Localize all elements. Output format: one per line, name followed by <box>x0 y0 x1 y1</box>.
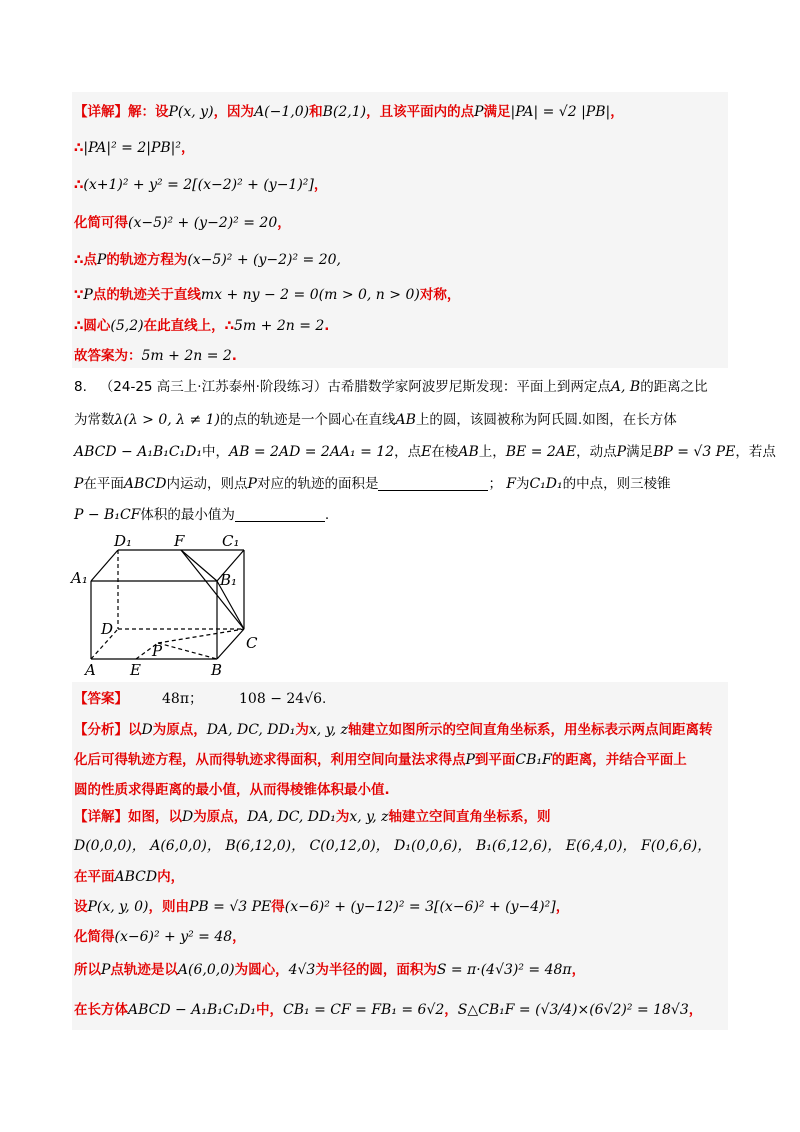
cuboid-figure <box>68 530 268 680</box>
hidden-segment-P-B <box>158 643 217 659</box>
math: AB <box>395 412 416 428</box>
math: P <box>83 287 93 303</box>
text: ∴ <box>74 140 84 156</box>
text: 上的圆，该圆被称为阿氏圆.如图，在长方体 <box>415 412 677 428</box>
math: (x−5)² + (y−2)² = 20 <box>128 215 278 231</box>
text: 点的轨迹关于直线 <box>92 287 201 303</box>
math: x, y, z <box>349 809 389 825</box>
math: D <box>182 809 194 825</box>
text: 解：设 <box>128 104 169 120</box>
text: 在平面 <box>74 869 115 885</box>
text: ，且该平面内的点 <box>366 104 475 120</box>
math: P <box>247 476 257 492</box>
label-B: B <box>211 661 223 679</box>
math: mx + ny − 2 = 0(m > 0, n > 0) <box>200 287 420 303</box>
text: 在此直线上，∴ <box>143 318 235 334</box>
text: 圆的性质求得距离的最小值，从而得棱锥体积最小值. <box>74 782 390 798</box>
math: A(6,0,0) <box>177 962 235 978</box>
question-line-1 <box>74 372 730 402</box>
math: |PA| = √2 |PB| <box>510 104 611 120</box>
sol7-line-1 <box>74 97 730 127</box>
sol7-line-4 <box>74 208 730 238</box>
math: |PA|² = 2|PB|² <box>83 140 181 156</box>
text: ， <box>610 104 624 120</box>
math: P <box>474 104 484 120</box>
label-P: P <box>152 642 163 660</box>
detail-line-7 <box>74 995 730 1025</box>
label-C: C <box>246 634 258 652</box>
detail-line-1 <box>74 802 730 832</box>
text: 中， <box>202 444 230 460</box>
text: ， <box>181 140 195 156</box>
text: 为 <box>515 476 530 492</box>
text: 中， <box>256 1002 284 1018</box>
text: 到平面 <box>474 752 516 768</box>
math: P(x, y) <box>168 104 214 120</box>
math: AB = 2AD = 2AA₁ = 12 <box>229 444 395 460</box>
text: 故答案为： <box>74 348 142 364</box>
segment-F-B1 <box>181 550 217 581</box>
math: DA, DC, DD₁ <box>247 809 336 825</box>
text: ∵ <box>74 287 84 303</box>
text: 内运动，则点 <box>166 476 248 492</box>
text: 以 <box>128 722 142 738</box>
text: . <box>231 348 237 364</box>
text: 对应的轨迹的面积是 <box>256 476 379 492</box>
label-F: F <box>174 532 185 550</box>
text: ，点 <box>394 444 422 460</box>
text: 为原点， <box>193 809 248 825</box>
text: 在棱 <box>431 444 459 460</box>
math: 5m + 2n = 2 <box>234 318 325 334</box>
label-D1: D₁ <box>114 532 133 550</box>
question-source: （24-25 高三上·江苏泰州·阶段练习） <box>99 379 328 395</box>
question-line-3 <box>74 437 776 467</box>
text: 如图，以 <box>128 809 182 825</box>
answer-line <box>74 684 730 714</box>
math: P <box>616 444 627 460</box>
detail-line-4 <box>74 892 730 922</box>
math: BP = √3 PE <box>653 444 736 460</box>
detail-tag: 【详解】 <box>74 104 128 120</box>
text: ，若点 <box>735 444 776 460</box>
question-line-5 <box>74 500 730 530</box>
text: 化简得 <box>74 929 115 945</box>
text: 的距离之比 <box>640 379 708 395</box>
math: DA, DC, DD₁ <box>206 722 296 738</box>
text: 上， <box>478 444 506 460</box>
text: 的点的轨迹是一个圆心在直线 <box>220 412 396 428</box>
text: 为 <box>295 722 309 738</box>
text: 在平面 <box>83 476 124 492</box>
edge-A1-D1 <box>91 550 118 581</box>
label-C1: C₁ <box>222 532 240 550</box>
math: P − B₁CF <box>74 507 141 523</box>
math: BE = 2AE <box>505 444 577 460</box>
sol7-line-2 <box>74 133 730 163</box>
text: 化后可得轨迹方程，从而得轨迹求得面积，利用空间向量法求得点 <box>74 752 466 768</box>
text: 轴建立空间直角坐标系，则 <box>388 809 551 825</box>
math: F <box>506 476 516 492</box>
text: ，因为 <box>213 104 255 120</box>
text: 为原点， <box>152 722 207 738</box>
text: 轴建立如图所示的空间直角坐标系，用坐标表示两点间距离转 <box>348 722 713 738</box>
math: S = π·(4√3)² = 48π <box>436 962 572 978</box>
label-D: D <box>101 620 114 638</box>
detail-line-6 <box>74 955 730 985</box>
text: . <box>324 318 330 334</box>
math: AB <box>458 444 479 460</box>
question-number: 8. <box>74 379 87 395</box>
math: P <box>74 476 84 492</box>
text: 设 <box>74 899 88 915</box>
math: ABCD − A₁B₁C₁D₁ <box>74 444 203 460</box>
math: 5m + 2n = 2 <box>141 348 232 364</box>
analysis-line-1 <box>74 715 730 745</box>
math: P <box>96 252 107 268</box>
text: 点轨迹是以 <box>110 962 178 978</box>
math: PB = √3 PE <box>189 899 272 915</box>
sol7-line-7 <box>74 311 730 341</box>
text: 的中点，则三棱锥 <box>562 476 671 492</box>
sol7-line-8 <box>74 341 730 371</box>
math: (5,2) <box>110 318 144 334</box>
math: ABCD <box>114 869 158 885</box>
text: 为常数 <box>74 412 115 428</box>
text: 对称， <box>419 287 461 303</box>
label-A1: A₁ <box>71 569 88 587</box>
text: 的距离，并结合平面上 <box>551 752 687 768</box>
text: 内， <box>157 869 185 885</box>
text: 为 <box>335 809 350 825</box>
text: 在长方体 <box>74 1002 128 1018</box>
text: ， <box>313 177 328 193</box>
math: (x+1)² + y² = 2[(x−2)² + (y−1)²] <box>83 177 314 193</box>
label-E: E <box>130 661 141 679</box>
math: CB₁ = CF = FB₁ = 6√2 <box>283 1002 445 1018</box>
hidden-segment-P-C <box>158 629 244 643</box>
math: C₁D₁ <box>529 476 563 492</box>
math: ABCD − A₁B₁C₁D₁ <box>128 1002 257 1018</box>
text: ， <box>232 929 246 945</box>
answer-blank-1[interactable] <box>378 474 488 491</box>
label-B1: B₁ <box>220 571 238 589</box>
text: ， <box>277 215 291 231</box>
sol7-line-5 <box>74 245 730 275</box>
text: 满足 <box>483 104 511 120</box>
text: ∴点 <box>74 252 97 268</box>
answer-value-2: 108 − 24√6 <box>239 691 323 707</box>
text: 和 <box>309 104 323 120</box>
text: 的轨迹方程为 <box>106 252 188 268</box>
text: ∴ <box>74 177 84 193</box>
label-A: A <box>85 661 96 679</box>
math: λ(λ > 0, λ ≠ 1) <box>114 412 221 428</box>
edge-B-C <box>217 629 244 659</box>
answer-value-1: 48π； <box>162 691 204 707</box>
analysis-tag: 【分析】 <box>74 722 128 738</box>
detail-tag: 【详解】 <box>74 809 128 825</box>
math: CB₁F <box>515 752 552 768</box>
text: . <box>324 507 330 523</box>
text: ，则由 <box>148 899 189 915</box>
text: 为圆心， <box>234 962 289 978</box>
text: 得 <box>271 899 285 915</box>
question-line-4 <box>74 469 730 499</box>
text: ， <box>444 1002 458 1018</box>
answer-tag: 【答案】 <box>74 691 128 707</box>
text: 化简可得 <box>74 215 128 231</box>
math: B(2,1) <box>322 104 367 120</box>
text: ，动点 <box>576 444 617 460</box>
text: 为半径的圆，面积为 <box>315 962 437 978</box>
sol7-line-6 <box>74 280 730 310</box>
math: ABCD <box>123 476 167 492</box>
text: ， <box>571 962 586 978</box>
math: S△CB₁F = (√3/4)×(6√2)² = 18√3 <box>457 1002 689 1018</box>
text: 满足 <box>626 444 654 460</box>
math: P(x, y, 0) <box>87 899 149 915</box>
point-coordinates: D(0,0,0)， A(6,0,0)， B(6,12,0)， C(0,12,0)， D₁(0,0,6)， B₁(6,12,6)， E(6,4,0)， F(0,6,6)， <box>74 838 712 854</box>
math: (x−6)² + y² = 48 <box>114 929 233 945</box>
math: D <box>141 722 153 738</box>
math: E <box>421 444 432 460</box>
text: ∴圆心 <box>74 318 111 334</box>
detail-line-3 <box>74 862 730 892</box>
text: ， <box>688 1002 703 1018</box>
math: 4√3 <box>288 962 316 978</box>
answer-blank-2[interactable] <box>235 505 325 522</box>
analysis-line-2 <box>74 745 730 775</box>
analysis-line-3 <box>74 775 730 805</box>
text: ， <box>555 899 570 915</box>
text: 古希腊数学家阿波罗尼斯发现：平面上到两定点 <box>327 379 611 395</box>
text: 所以 <box>74 962 101 978</box>
math: (x−5)² + (y−2)² = 20, <box>187 252 342 268</box>
detail-coords-line <box>74 831 730 861</box>
math: A(−1,0) <box>254 104 310 120</box>
math: (x−6)² + (y−12)² = 3[(x−6)² + (y−4)²] <box>284 899 556 915</box>
math: x, y, z <box>308 722 348 738</box>
detail-line-5 <box>74 922 730 952</box>
text: ； <box>488 476 502 492</box>
sol7-line-3 <box>74 170 730 200</box>
math: A, B <box>610 379 641 395</box>
segment-F-C <box>181 550 244 629</box>
math: P <box>465 752 475 768</box>
text: 体积的最小值为 <box>140 507 235 523</box>
question-line-2 <box>74 405 730 435</box>
text: . <box>322 691 327 707</box>
math: P <box>101 962 111 978</box>
